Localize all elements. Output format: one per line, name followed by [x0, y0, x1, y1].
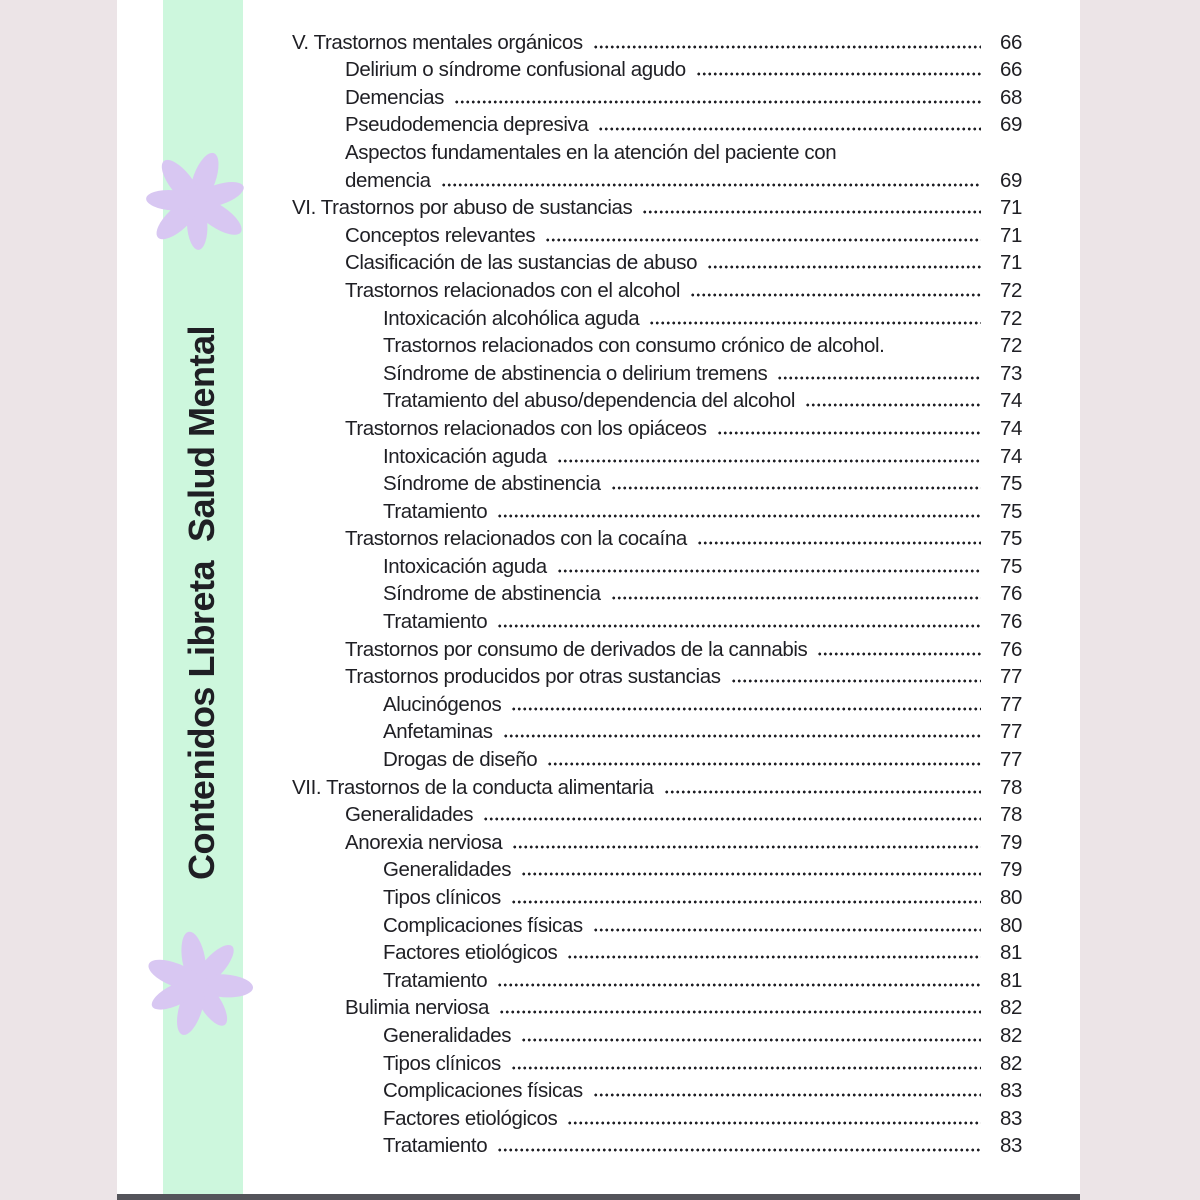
toc-entry — [292, 413, 1022, 441]
toc-entry-page: 83 — [999, 1106, 1022, 1130]
toc-entry-label: Demencias — [345, 85, 444, 109]
toc-entry — [292, 993, 1022, 1021]
toc-entry — [292, 1076, 1022, 1104]
toc-leader-dots — [696, 71, 981, 77]
toc-entry-label: Intoxicación alcohólica aguda — [383, 306, 640, 330]
toc-entry — [292, 717, 1022, 745]
toc-entry — [292, 386, 1022, 414]
toc-entry-page: 79 — [999, 830, 1022, 854]
toc-entry-page: 77 — [999, 665, 1022, 689]
toc-entry — [292, 1103, 1022, 1131]
toc-entry — [292, 744, 1022, 772]
toc-leader-dots — [521, 1037, 981, 1043]
toc-entry-page: 69 — [999, 168, 1022, 192]
toc-entry-label: Complicaciones físicas — [383, 913, 583, 937]
toc-leader-dots — [593, 44, 981, 50]
toc-entry-label: Complicaciones físicas — [383, 1079, 583, 1103]
toc-entry — [292, 82, 1022, 110]
toc-leader-dots — [642, 209, 981, 215]
toc-leader-dots — [497, 623, 981, 629]
toc-entry — [292, 137, 1022, 165]
toc-entry — [292, 882, 1022, 910]
toc-leader-dots — [567, 1120, 981, 1126]
toc-entry — [292, 1020, 1022, 1048]
toc-entry-label: Síndrome de abstinencia — [383, 582, 601, 606]
toc-leader-dots — [557, 568, 981, 574]
toc-entry-label: V. Trastornos mentales orgánicos — [292, 30, 583, 54]
toc-entry-page: 72 — [999, 334, 1022, 358]
toc-entry — [292, 110, 1022, 138]
toc-entry — [292, 1131, 1022, 1159]
toc-entry-label: Generalidades — [383, 858, 512, 882]
toc-entry-label: Tratamiento del abuso/dependencia del alcohol — [383, 389, 796, 413]
toc-entry-label: Trastornos relacionados con el alcohol — [345, 278, 681, 302]
toc-entry-page: 76 — [999, 637, 1022, 661]
toc-entry-label: Tipos clínicos — [383, 1051, 501, 1075]
sidebar-title: Contenidos Libreta Salud Mental — [181, 325, 222, 881]
toc-entry-label: Alucinógenos — [383, 692, 502, 716]
toc-entry-page: 74 — [999, 416, 1022, 440]
toc-entry-page: 68 — [999, 85, 1022, 109]
toc-leader-dots — [497, 982, 981, 988]
toc-entry — [292, 275, 1022, 303]
toc-leader-dots — [664, 789, 981, 795]
toc-entry-label: Tratamiento — [383, 610, 488, 634]
toc-entry — [292, 303, 1022, 331]
toc-leader-dots — [593, 1092, 981, 1098]
toc-entry — [292, 358, 1022, 386]
toc-leader-dots — [511, 706, 981, 712]
toc-entry-label: Intoxicación aguda — [383, 554, 547, 578]
toc-entry — [292, 248, 1022, 276]
toc-entry — [292, 772, 1022, 800]
toc-entry-page: 66 — [999, 58, 1022, 82]
toc-leader-dots — [557, 458, 981, 464]
toc-entry-page: 72 — [999, 306, 1022, 330]
toc-leader-dots — [483, 816, 981, 822]
toc-entry-label: Pseudodemencia depresiva — [345, 113, 589, 137]
toc-entry-page: 77 — [999, 692, 1022, 716]
toc-entry — [292, 1048, 1022, 1076]
toc-entry-page: 82 — [999, 996, 1022, 1020]
toc-leader-dots — [846, 154, 1015, 160]
toc-entry — [292, 551, 1022, 579]
toc-entry-page: 75 — [999, 472, 1022, 496]
toc-entry-label: Tratamiento — [383, 499, 488, 523]
toc-entry-label: Tratamiento — [383, 968, 488, 992]
toc-entry-page: 71 — [999, 196, 1022, 220]
toc-leader-dots — [649, 320, 981, 326]
toc-entry-page: 76 — [999, 582, 1022, 606]
toc-leader-dots — [894, 347, 981, 353]
toc-entry-page: 75 — [999, 527, 1022, 551]
bottom-edge-line — [117, 1194, 1080, 1200]
toc-entry — [292, 27, 1022, 55]
toc-leader-dots — [511, 1065, 981, 1071]
toc-entry-page: 78 — [999, 803, 1022, 827]
toc-entry-label: Anfetaminas — [383, 720, 493, 744]
toc-entry-label: Trastornos relacionados con la cocaína — [345, 527, 687, 551]
flower-icon — [135, 141, 256, 264]
toc-entry-label: Trastornos relacionados con los opiáceos — [345, 416, 707, 440]
toc-entry — [292, 579, 1022, 607]
toc-leader-dots — [547, 761, 981, 767]
toc-leader-dots — [512, 844, 981, 850]
toc-entry — [292, 855, 1022, 883]
toc-entry-page: 75 — [999, 499, 1022, 523]
toc-entry-page: 71 — [999, 251, 1022, 275]
toc-entry-label: Factores etiológicos — [383, 1106, 558, 1130]
toc-leader-dots — [598, 126, 981, 132]
toc-entry-label: Delirium o síndrome confusional agudo — [345, 58, 686, 82]
toc-leader-dots — [731, 678, 981, 684]
toc-entry — [292, 634, 1022, 662]
toc-entry-label: VI. Trastornos por abuso de sustancias — [292, 196, 633, 220]
toc-entry-page: 82 — [999, 1051, 1022, 1075]
toc-entry — [292, 331, 1022, 359]
toc-entry — [292, 606, 1022, 634]
toc-entry-page: 80 — [999, 886, 1022, 909]
toc-leader-dots — [567, 954, 981, 960]
toc-leader-dots — [503, 733, 981, 739]
toc-entry — [292, 800, 1022, 828]
toc-entry — [292, 938, 1022, 966]
toc-entry-page: 79 — [999, 858, 1022, 882]
toc-entry-label: Factores etiológicos — [383, 941, 558, 965]
toc-entry-page: 77 — [999, 720, 1022, 744]
toc-leader-dots — [690, 292, 981, 298]
toc-entry-label: demencia — [345, 168, 431, 192]
toc-entry — [292, 662, 1022, 690]
toc-leader-dots — [497, 513, 981, 519]
toc-leader-dots — [441, 182, 981, 188]
toc-leader-dots — [593, 927, 981, 933]
toc-leader-dots — [777, 375, 981, 381]
toc-leader-dots — [805, 402, 981, 408]
toc-entry-label: Trastornos relacionados con consumo crónico de alcohol. — [383, 334, 885, 358]
toc-entry-label: Clasificación de las sustancias de abuso — [345, 251, 698, 275]
toc-entry-label: Drogas de diseño — [383, 748, 538, 772]
toc-entry-label: Síndrome de abstinencia o delirium tremens — [383, 361, 768, 385]
toc-entry — [292, 193, 1022, 221]
toc-entry-label: Intoxicación aguda — [383, 444, 547, 468]
toc-entry-page: 81 — [999, 968, 1022, 992]
toc-leader-dots — [454, 99, 981, 105]
toc-entry-label: Trastornos producidos por otras sustancias — [345, 665, 721, 689]
toc-entry-label: Conceptos relevantes — [345, 223, 536, 247]
toc-entry — [292, 910, 1022, 938]
toc-entry-page: 76 — [999, 610, 1022, 634]
toc-entry — [292, 965, 1022, 993]
toc-entry-label: Tipos clínicos — [383, 886, 501, 909]
toc-entry-page: 81 — [999, 941, 1022, 965]
toc-entry-label: VII. Trastornos de la conducta alimentaria — [292, 775, 654, 799]
toc-leader-dots — [497, 1147, 981, 1153]
toc-leader-dots — [545, 237, 981, 243]
toc-entry — [292, 220, 1022, 248]
toc-entry — [292, 524, 1022, 552]
toc-leader-dots — [611, 595, 981, 601]
toc-entry-label: Síndrome de abstinencia — [383, 472, 601, 496]
toc-entry — [292, 55, 1022, 83]
toc-entry — [292, 441, 1022, 469]
toc-entry-label: Anorexia nerviosa — [345, 830, 503, 854]
toc-entry-page: 71 — [999, 223, 1022, 247]
toc-entry — [292, 827, 1022, 855]
toc-entry-page: 72 — [999, 278, 1022, 302]
toc-leader-dots — [707, 264, 981, 270]
toc-entry-page: 74 — [999, 389, 1022, 413]
toc-entry-label: Trastornos por consumo de derivados de la cannabis — [345, 637, 808, 661]
toc-entry-label: Generalidades — [383, 1023, 512, 1047]
toc-entry-label: Aspectos fundamentales en la atención del paciente con — [345, 140, 837, 164]
toc-leader-dots — [511, 899, 981, 905]
toc-leader-dots — [521, 871, 981, 877]
toc-entry-page: 74 — [999, 444, 1022, 468]
toc-leader-dots — [717, 430, 981, 436]
toc-leader-dots — [817, 651, 981, 657]
toc-entry-page: 83 — [999, 1134, 1022, 1158]
toc-entry-page: 77 — [999, 748, 1022, 772]
toc-entry-page: 80 — [999, 913, 1022, 937]
toc-entry-page: 83 — [999, 1079, 1022, 1103]
toc-leader-dots — [697, 540, 981, 546]
toc-entry-page: 75 — [999, 554, 1022, 578]
toc-entry-page: 73 — [999, 361, 1022, 385]
toc-entry-page: 82 — [999, 1023, 1022, 1047]
toc-leader-dots — [611, 485, 981, 491]
toc-entry-label: Bulimia nerviosa — [345, 996, 489, 1020]
toc-entry-page: 69 — [999, 113, 1022, 137]
toc-leader-dots — [499, 1009, 981, 1015]
toc-list — [292, 27, 1022, 1158]
toc-entry — [292, 689, 1022, 717]
toc-entry — [292, 496, 1022, 524]
toc-entry-page: 66 — [999, 30, 1022, 54]
toc-entry — [292, 165, 1022, 193]
toc-entry — [292, 469, 1022, 497]
toc-entry-label: Tratamiento — [383, 1134, 488, 1158]
toc-entry-label: Generalidades — [345, 803, 474, 827]
toc-entry-page: 78 — [999, 775, 1022, 799]
